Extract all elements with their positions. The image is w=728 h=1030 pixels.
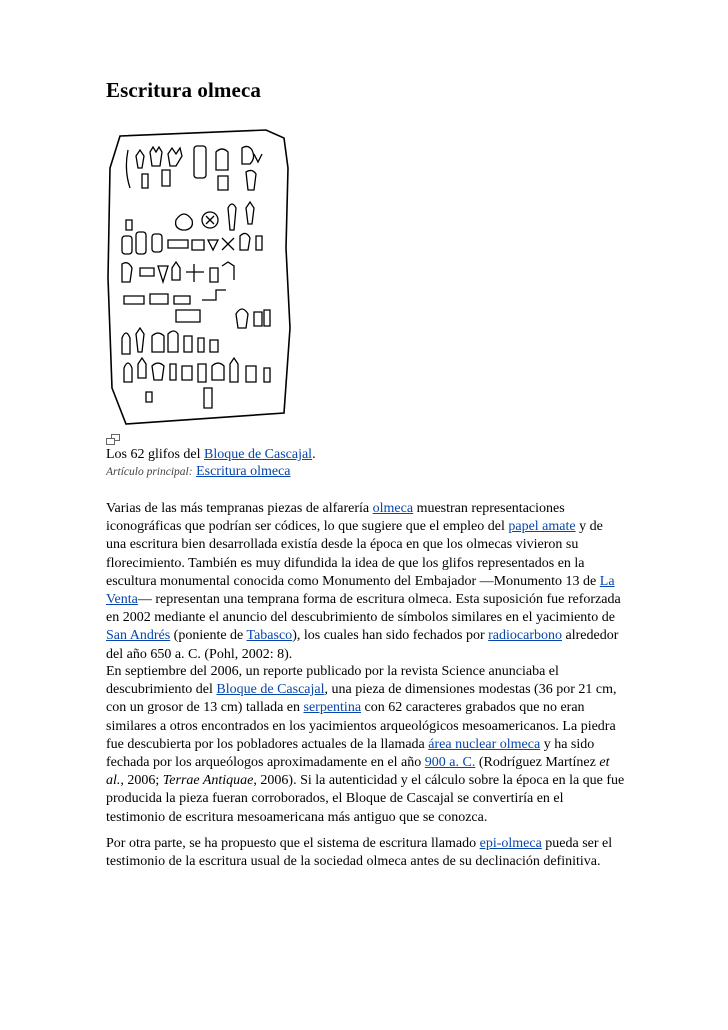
p1-text-7: alrededor del año 650 a. C. (Pohl, 2002: 8). [106, 628, 619, 662]
p1-text-3: y de una escritura bien desarrollada existía desde la época en que los olmecas vivieron su florecimiento. También es muy difundida la idea de que los glifos representados en la escultura monumental conocida como Monumento del Embajador —Monumento 13 de [106, 519, 603, 589]
p2-text-4: y ha sido fechada por los arqueólogos aproximadamente en el año [106, 736, 595, 771]
p1-text-5: (poniente de [170, 628, 247, 644]
caption-suffix: . [312, 447, 316, 462]
carved-stone-glyphs-icon [106, 128, 296, 428]
bloque-de-cascajal-link-2[interactable]: Bloque de Cascajal [216, 682, 325, 698]
main-article-label: Artículo principal: [106, 466, 193, 478]
papel-amate-link[interactable]: papel amate [508, 519, 576, 535]
p1-text-1: Varias de las más tempranas piezas de alfarería [106, 501, 373, 516]
paragraph-3 [106, 835, 626, 871]
serpentina-link[interactable]: serpentina [303, 700, 362, 716]
area-nuclear-olmeca-link[interactable]: área nuclear olmeca [428, 736, 541, 752]
epi-olmeca-link[interactable]: epi-olmeca [479, 836, 542, 851]
p3-text-1: Por otra parte, se ha propuesto que el sistema de escritura llamado [106, 836, 480, 851]
escritura-olmeca-link[interactable]: Escritura olmeca [196, 464, 291, 479]
la-venta-link[interactable]: La Venta [106, 573, 615, 608]
p2-text-7: , 2006). Si la autenticidad y el cálculo sobre la época en la que fue producida la pieza fueran corroborados, el Bloque de Cascajal se convertiría en el testimonio de escritura mesoamericana más antiguo que se conozca. [106, 773, 625, 825]
olmeca-link[interactable]: olmeca [372, 501, 414, 516]
san-andres-link[interactable]: San Andrés [106, 628, 171, 644]
radiocarbono-link[interactable]: radiocarbono [488, 628, 562, 644]
p2-text-3: con 62 caracteres grabados que no eran similares a otros encontrados en los yacimientos arqueológicos mesoamericanos. La piedra fue descubierta por los pobladores actuales de la llamada [106, 700, 616, 752]
p1-text-2: muestran representaciones iconográficas que podrían ser códices, lo que sugiere que el empleo del [106, 501, 565, 535]
tabasco-link[interactable]: Tabasco [246, 628, 293, 644]
et-al-italic: et al. [106, 755, 610, 789]
page-title: Escritura olmeca [106, 78, 261, 102]
p3-text-2: pueda ser el testimonio de la escritura usual de la sociedad olmeca antes de su declinación definitiva. [106, 836, 613, 870]
image-caption [106, 446, 316, 463]
p2-text-5: (Rodríguez Martínez [475, 755, 600, 771]
main-article-note [106, 463, 291, 481]
paragraph-2 [106, 663, 626, 827]
p1-text-4: — representan una temprana forma de escritura olmeca. Esta suposición fue reforzada en 2002 mediante el anuncio del descubrimiento de símbolos similares en el yacimiento de [106, 592, 621, 626]
p1-text-6: ), los cuales han sido fechados por [292, 628, 489, 644]
cascajal-block-image[interactable] [106, 128, 296, 428]
enlarge-icon[interactable] [106, 432, 120, 443]
magnify-clip-icon [106, 434, 120, 445]
bloque-de-cascajal-link[interactable]: Bloque de Cascajal [204, 447, 313, 462]
caption-text: Los 62 glifos del [106, 447, 204, 462]
p2-text-6: , 2006; [120, 773, 163, 789]
900-ac-link[interactable]: 900 a. C. [424, 755, 476, 771]
terrae-antiquae-italic: Terrae Antiquae [162, 773, 254, 789]
paragraph-1 [106, 500, 626, 664]
p2-text-1: En septiembre del 2006, un reporte publicado por la revista Science anunciaba el descubrimiento del [106, 664, 559, 698]
p2-text-2: , una pieza de dimensiones modestas (36 por 21 cm, con un grosor de 13 cm) tallada en [106, 682, 617, 716]
